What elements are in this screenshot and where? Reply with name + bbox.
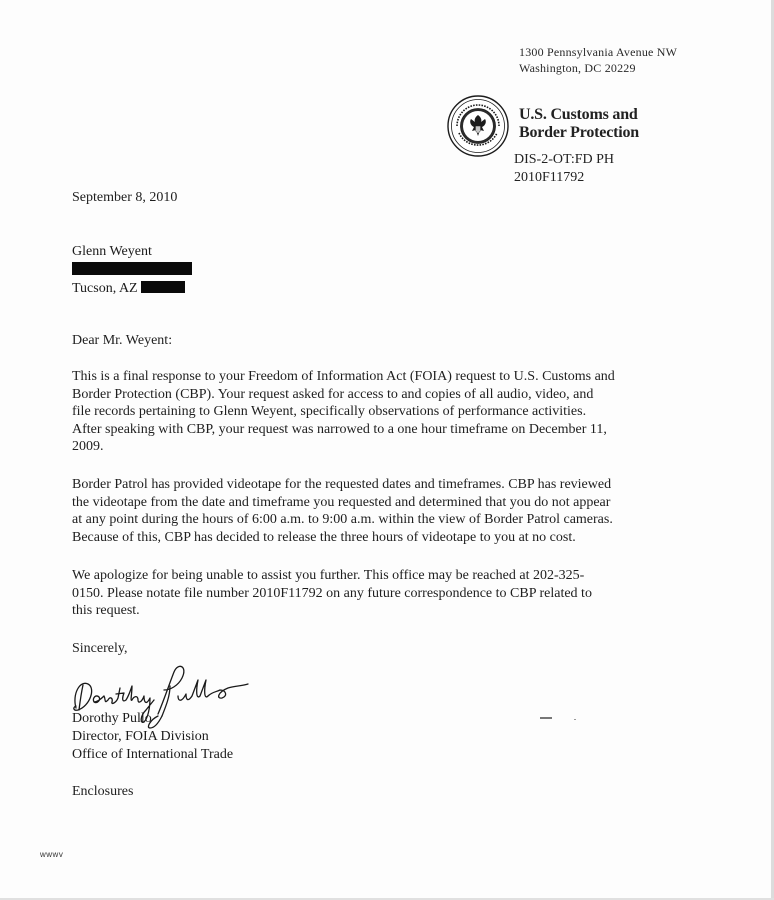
redacted-zip xyxy=(141,281,185,293)
stray-mark xyxy=(574,719,576,720)
paragraph-line: We apologize for being unable to assist you further. This office may be reached at 202-325- xyxy=(72,568,585,583)
paragraph-line: Border Protection (CBP). Your request asked for access to and copies of all audio, video, and xyxy=(72,386,594,402)
address-line-1: 1300 Pennsylvania Avenue NW xyxy=(519,45,678,59)
paragraph-line: Because of this, CBP has decided to release the three hours of videotape to you at no cost. xyxy=(72,529,576,545)
file-number: 2010F11792 xyxy=(514,170,585,185)
paragraph-line: This is a final response to your Freedom of Information Act (FOIA) request to U.S. Customs and xyxy=(72,369,615,384)
reference-code: DIS-2-OT:FD PH xyxy=(514,152,615,167)
recipient-city-line xyxy=(72,280,185,298)
paragraph-line: file records pertaining to Glenn Weyent, specifically observations of performance activities. xyxy=(72,404,587,419)
letter-date: September 8, 2010 xyxy=(72,190,178,205)
agency-name xyxy=(519,106,639,142)
paragraph-line: Border Patrol has provided videotape for the requested dates and timeframes. CBP has reviewed xyxy=(72,477,612,492)
paragraph-line: 0150. Please notate file number 2010F11792 on any future correspondence to CBP related to xyxy=(72,585,592,601)
salutation: Dear Mr. Weyent: xyxy=(72,333,173,348)
reference-block xyxy=(514,151,614,187)
stray-mark xyxy=(540,717,552,719)
signer-title: Director, FOIA Division xyxy=(72,729,209,744)
signer-name: Dorothy Pullo xyxy=(72,711,152,726)
closing: Sincerely, xyxy=(72,641,128,656)
enclosures-note: Enclosures xyxy=(72,784,134,799)
address-line-2: Washington, DC 20229 xyxy=(519,61,636,75)
signer-block xyxy=(72,710,233,764)
agency-line-2: Border Protection xyxy=(519,124,639,141)
paragraph-2 xyxy=(72,476,692,546)
paragraph-line: After speaking with CBP, your request was narrowed to a one hour timeframe on December 11, xyxy=(72,421,607,437)
paragraph-1 xyxy=(72,368,692,456)
signer-office: Office of International Trade xyxy=(72,747,234,762)
paragraph-line: the videotape from the date and timeframe you requested and determined that you do not appear xyxy=(72,494,611,510)
sender-address xyxy=(519,44,677,76)
redacted-street-address xyxy=(72,262,192,275)
paragraph-line: 2009. xyxy=(72,439,104,454)
paragraph-3 xyxy=(72,567,692,620)
recipient-city: Tucson, AZ xyxy=(72,281,138,296)
dhs-seal-icon xyxy=(447,95,509,157)
paragraph-line: this request. xyxy=(72,603,140,618)
paragraph-line: at any point during the hours of 6:00 a.m. to 9:00 a.m. within the view of Border Patrol cameras. xyxy=(72,512,613,527)
footer-mark: wwwv xyxy=(40,850,64,859)
recipient-name: Glenn Weyent xyxy=(72,244,152,259)
agency-line-1: U.S. Customs and xyxy=(519,106,638,123)
